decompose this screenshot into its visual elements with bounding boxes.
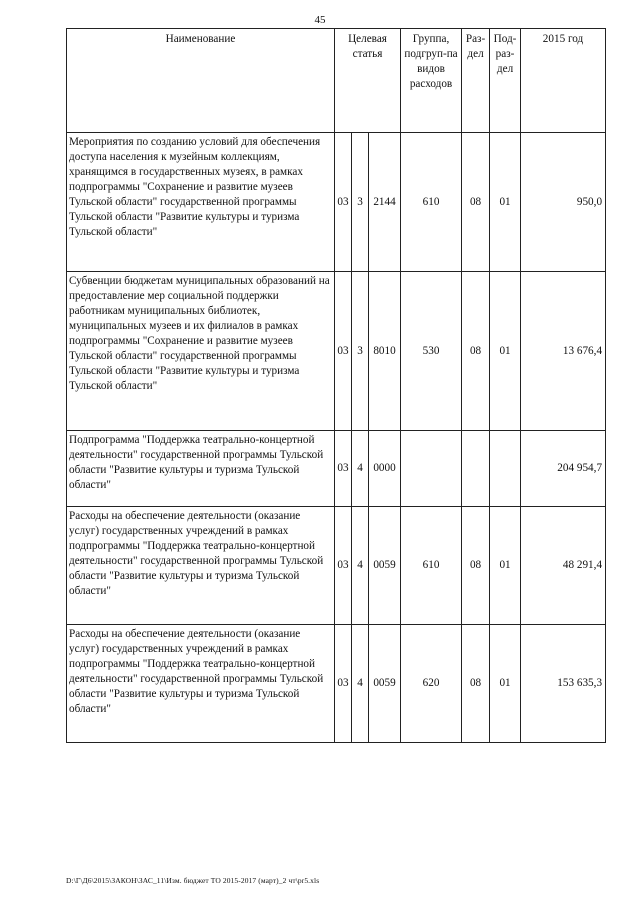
header-section: Раз-дел [462, 29, 490, 133]
header-target-article: Целевая статья [335, 29, 401, 133]
row-name: Мероприятия по созданию условий для обеспечения доступа населения к музейным коллекциям, хранящимся в государственных музеях, в рамках подпрограммы "Сохранение и развитие музеев Тульской области" государственной программы Тульской области "Развитие культуры и туризма Тульской области" [67, 133, 335, 272]
row-subsection: 01 [490, 272, 521, 431]
row-subsection: 01 [490, 625, 521, 743]
row-amount: 153 635,3 [521, 625, 606, 743]
row-section: 08 [462, 133, 490, 272]
row-group [401, 431, 462, 507]
header-name: Наименование [67, 29, 335, 133]
row-amount: 950,0 [521, 133, 606, 272]
row-code-direction: 0059 [369, 507, 401, 625]
row-section: 08 [462, 272, 490, 431]
budget-table [66, 28, 606, 743]
row-code-subprogram: 4 [352, 507, 369, 625]
header-subsection: Под-раз-дел [490, 29, 521, 133]
row-group: 610 [401, 133, 462, 272]
row-section [462, 431, 490, 507]
row-code-program: 03 [335, 625, 352, 743]
page-number: 45 [314, 14, 326, 26]
row-code-program: 03 [335, 507, 352, 625]
table-row [67, 431, 606, 507]
row-section: 08 [462, 507, 490, 625]
table-row [67, 625, 606, 743]
row-subsection [490, 431, 521, 507]
table-row [67, 133, 606, 272]
row-section: 08 [462, 625, 490, 743]
row-name: Субвенции бюджетам муниципальных образований на предоставление мер социальной поддержки работникам муниципальных библиотек, муниципальных музеев и их филиалов в рамках подпрограммы "Сохранение и развитие музеев Тульской области" государственной программы Тульской области "Развитие культуры и туризма Тульской области" [67, 272, 335, 431]
row-amount: 48 291,4 [521, 507, 606, 625]
row-code-direction: 2144 [369, 133, 401, 272]
row-code-direction: 8010 [369, 272, 401, 431]
row-code-program: 03 [335, 133, 352, 272]
row-group: 620 [401, 625, 462, 743]
row-group: 610 [401, 507, 462, 625]
row-code-direction: 0059 [369, 625, 401, 743]
table-row [67, 507, 606, 625]
table-row [67, 272, 606, 431]
row-subsection: 01 [490, 507, 521, 625]
table-header-row [67, 29, 606, 133]
row-code-program: 03 [335, 431, 352, 507]
row-code-subprogram: 4 [352, 431, 369, 507]
row-code-direction: 0000 [369, 431, 401, 507]
row-name: Подпрограмма "Поддержка театрально-концертной деятельности" государственной программы Тульской области "Развитие культуры и туризма Тульской области" [67, 431, 335, 507]
footer-file-path: D:\Г\Д6\2015\ЗАКОН\ЗАС_11\Изм. бюджет ТО 2015-2017 (март)_2 чт\pr5.xls [66, 876, 320, 885]
row-code-subprogram: 3 [352, 133, 369, 272]
row-code-subprogram: 4 [352, 625, 369, 743]
row-code-program: 03 [335, 272, 352, 431]
row-name: Расходы на обеспечение деятельности (оказание услуг) государственных учреждений в рамках подпрограммы "Поддержка театрально-концертной деятельности" государственной программы Тульской области "Развитие культуры и туризма Тульской области" [67, 625, 335, 743]
row-code-subprogram: 3 [352, 272, 369, 431]
header-group: Группа, подгруп-па видов расходов [401, 29, 462, 133]
header-year: 2015 год [521, 29, 606, 133]
row-amount: 13 676,4 [521, 272, 606, 431]
row-subsection: 01 [490, 133, 521, 272]
row-amount: 204 954,7 [521, 431, 606, 507]
row-group: 530 [401, 272, 462, 431]
row-name: Расходы на обеспечение деятельности (оказание услуг) государственных учреждений в рамках подпрограммы "Поддержка театрально-концертной деятельности" государственной программы Тульской области "Развитие культуры и туризма Тульской области" [67, 507, 335, 625]
